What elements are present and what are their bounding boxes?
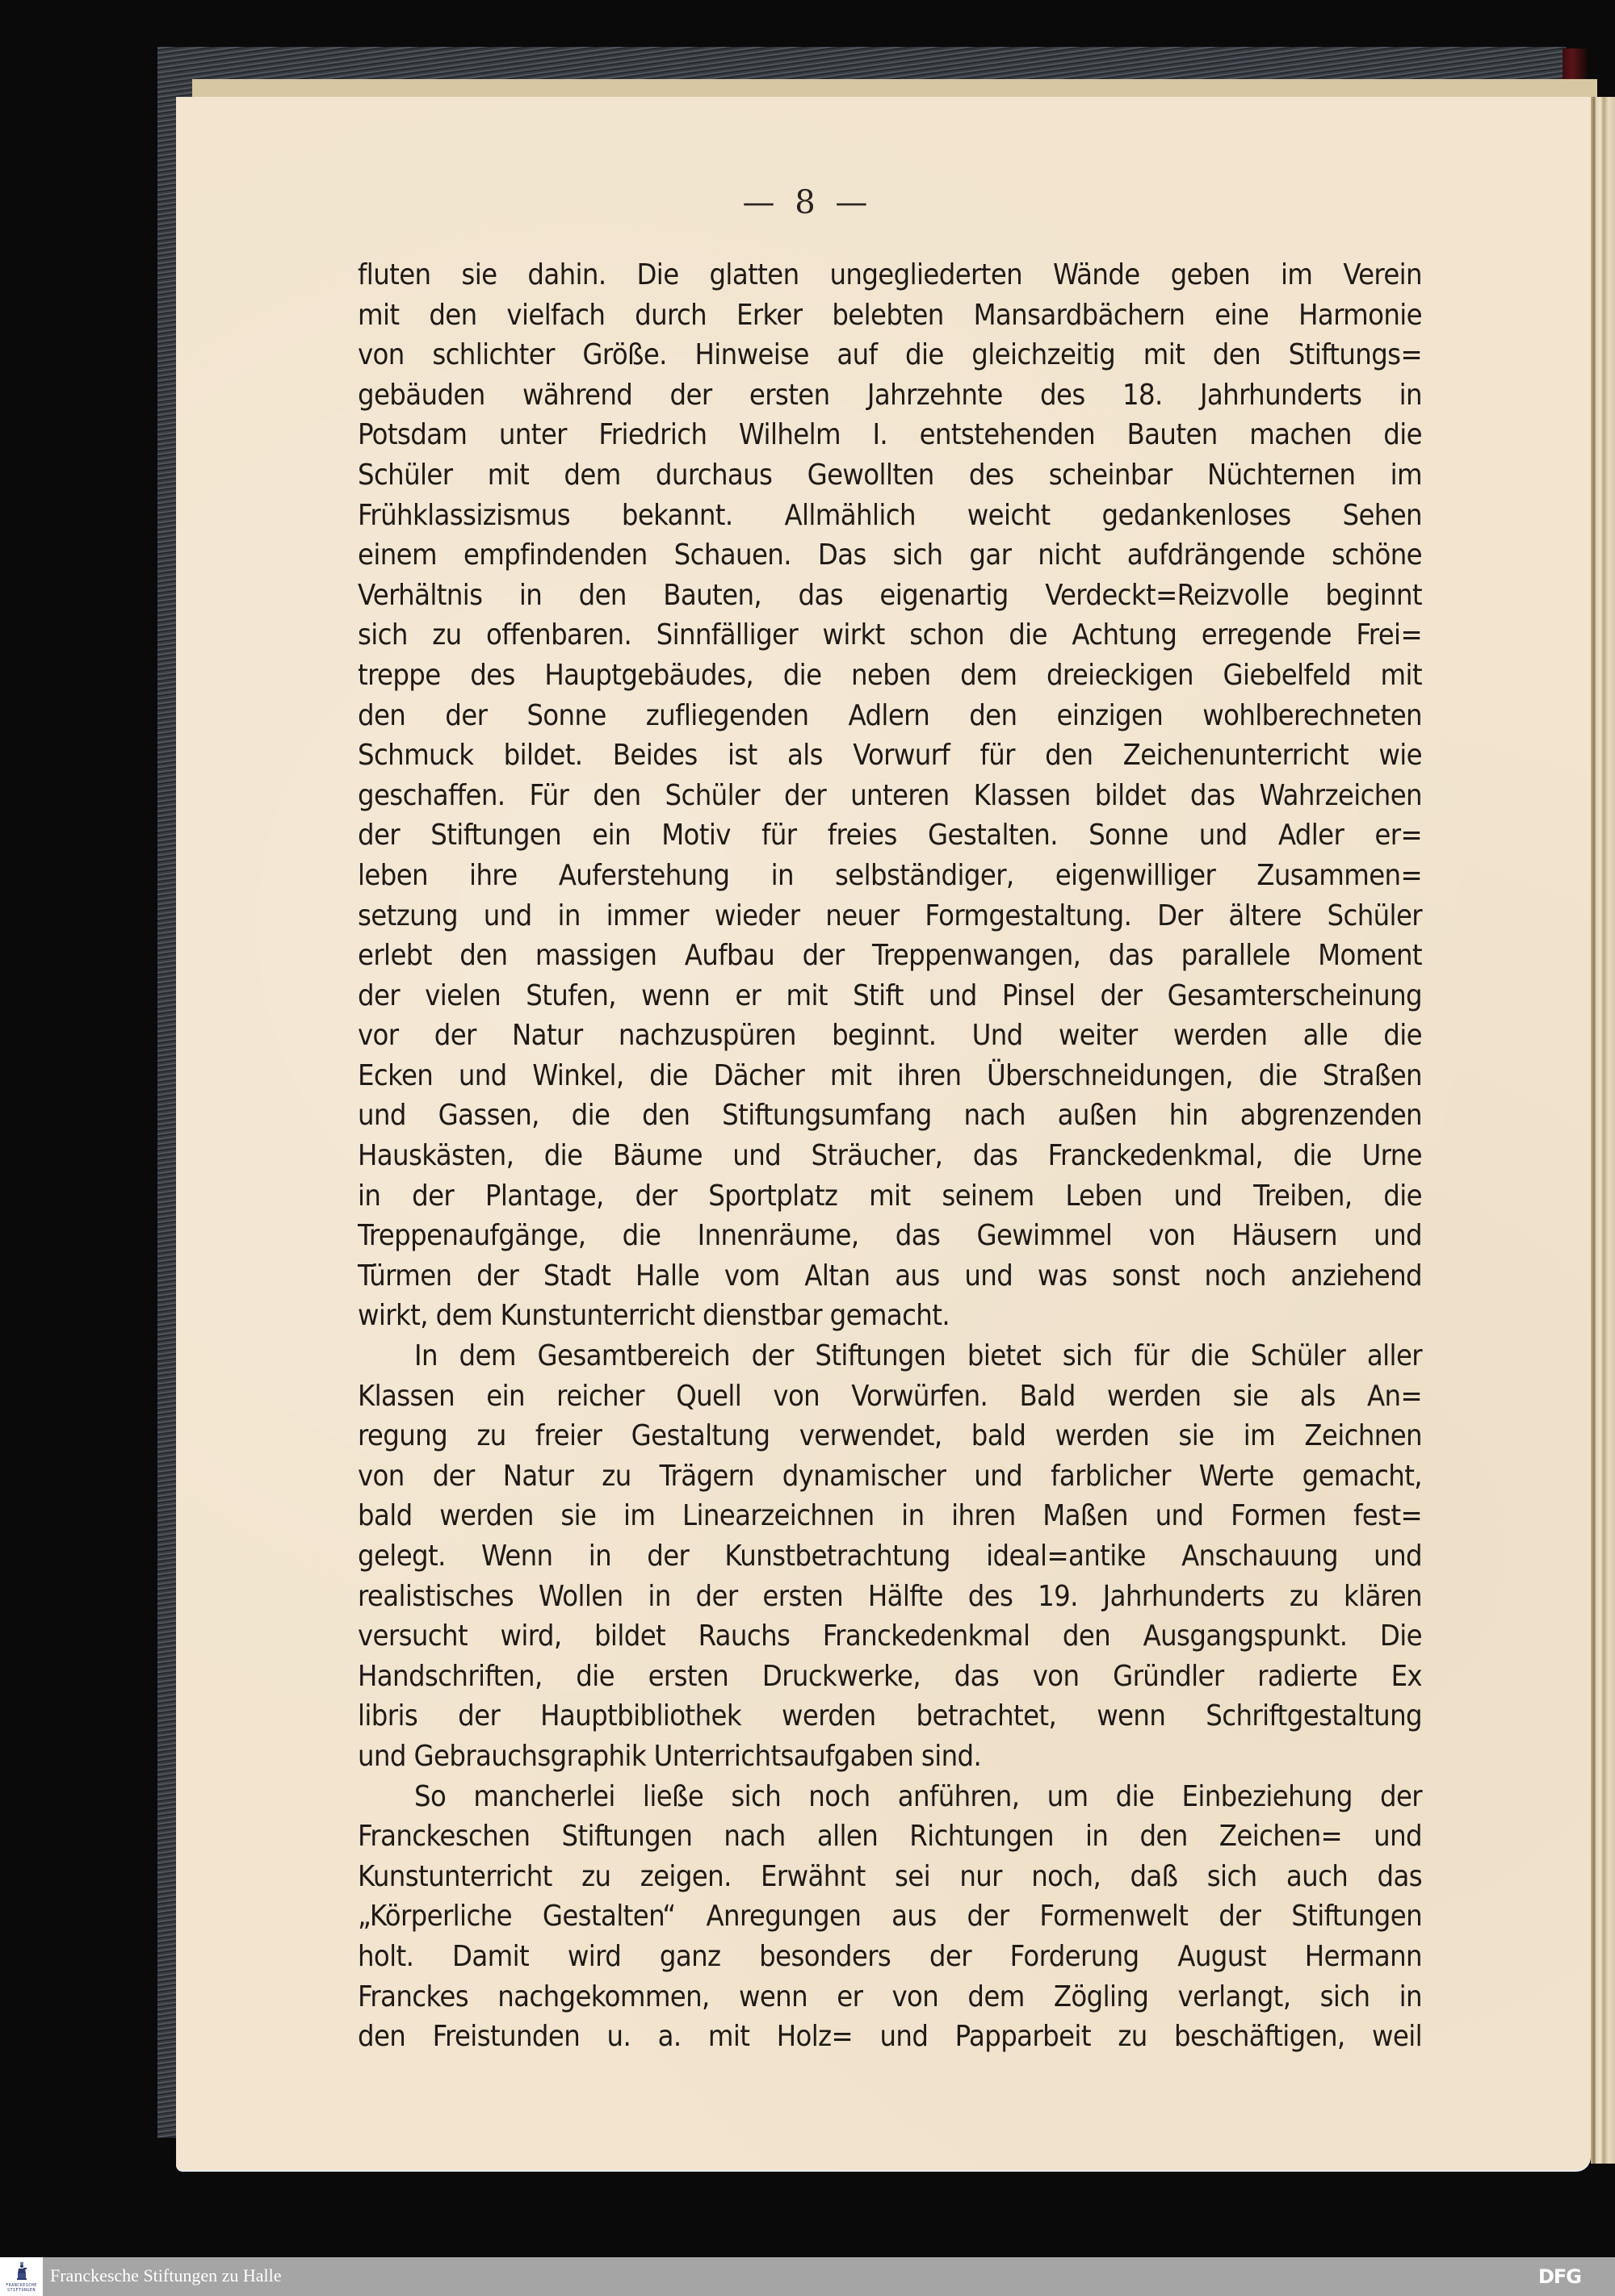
text-line: einem empfindenden Schauen. Das sich gar nicht aufdrängende schöne — [358, 538, 1422, 572]
text-line: in der Plantage, der Sportplatz mit seinem Leben und Treiben, die — [358, 1179, 1422, 1213]
text-line: Klassen ein reicher Quell von Vorwürfen. Bald werden sie als An= — [358, 1379, 1422, 1413]
text-line: setzung und in immer wieder neuer Formgestaltung. Der ältere Schüler — [358, 899, 1422, 932]
dfg-logo[interactable]: DFG — [1537, 2265, 1581, 2288]
text-line: leben ihre Auferstehung in selbständiger, eigenwilliger Zusammen= — [358, 858, 1422, 892]
institution-logo[interactable] — [0, 2257, 43, 2296]
text-line: geschaffen. Für den Schüler der unteren Klassen bildet das Wahrzeichen — [358, 778, 1422, 812]
text-line: gebäuden während der ersten Jahrzehnte des 18. Jahrhunderts in — [358, 378, 1422, 412]
text-line: Schüler mit dem durchaus Gewollten des scheinbar Nüchternen im — [358, 458, 1422, 492]
text-line: sich zu offenbaren. Sinnfälliger wirkt schon die Achtung erregende Frei= — [358, 618, 1422, 652]
text-line: von der Natur zu Trägern dynamischer und farblicher Werte gemacht, — [358, 1459, 1422, 1493]
text-line: gelegt. Wenn in der Kunstbetrachtung ideal=antike Anschauung und — [358, 1540, 1422, 1573]
stacked-page-edges — [1591, 97, 1615, 2164]
page-number: — 8 — — [742, 184, 873, 221]
text-line: Ecken und Winkel, die Dächer mit ihren Überschneidungen, die Straßen — [358, 1058, 1422, 1092]
text-line: Frühklassizismus bekannt. Allmählich weicht gedankenloses Sehen — [358, 498, 1422, 532]
text-line: So mancherlei ließe sich noch anführen, um die Einbeziehung der — [414, 1779, 1422, 1813]
text-line: bald werden sie im Linearzeichnen in ihren Maßen und Formen fest= — [358, 1499, 1422, 1533]
text-line: Kunstunterricht zu zeigen. Erwähnt sei nur noch, daß sich auch das — [358, 1859, 1422, 1893]
text-line: Potsdam unter Friedrich Wilhelm I. entstehenden Bauten machen die — [358, 418, 1422, 452]
text-line: Türmen der Stadt Halle vom Altan aus und was sonst noch anziehend — [358, 1259, 1422, 1293]
text-line: Hauskästen, die Bäume und Sträucher, das Franckedenkmal, die Urne — [358, 1139, 1422, 1173]
statue-logo-icon — [15, 2262, 28, 2280]
text-line: realistisches Wollen in der ersten Hälfte des 19. Jahrhunderts zu klären — [358, 1579, 1422, 1613]
text-line: In dem Gesamtbereich der Stiftungen bietet sich für die Schüler aller — [414, 1339, 1422, 1373]
text-line: mit den vielfach durch Erker belebten Mansardbächern eine Harmonie — [358, 298, 1422, 332]
text-line: Franckes nachgekommen, wenn er von dem Zögling verlangt, sich in — [358, 1980, 1422, 2013]
text-line: vor der Natur nachzuspüren beginnt. Und weiter werden alle die — [358, 1019, 1422, 1053]
institution-name-link[interactable]: Franckesche Stiftungen zu Halle — [50, 2265, 282, 2286]
text-line: treppe des Hauptgebäudes, die neben dem dreieckigen Giebelfeld mit — [358, 658, 1422, 692]
viewer-footer-bar — [0, 2257, 1615, 2296]
text-line: holt. Damit wird ganz besonders der Forderung August Hermann — [358, 1939, 1422, 1973]
text-line: Handschriften, die ersten Druckwerke, das von Gründler radierte Ex — [358, 1659, 1422, 1693]
text-line: der Stiftungen ein Motiv für freies Gestalten. Sonne und Adler er= — [358, 819, 1422, 853]
text-line: der vielen Stufen, wenn er mit Stift und Pinsel der Gesamterscheinung — [358, 978, 1422, 1012]
text-line: den der Sonne zufliegenden Adlern den einzigen wohlberechneten — [358, 698, 1422, 732]
logo-caption — [0, 2283, 43, 2293]
text-line: libris der Hauptbibliothek werden betrachtet, wenn Schriftgestaltung — [358, 1699, 1422, 1733]
text-line: von schlichter Größe. Hinweise auf die gleichzeitig mit den Stiftungs= — [358, 338, 1422, 372]
text-line: Schmuck bildet. Beides ist als Vorwurf für den Zeichenunterricht wie — [358, 739, 1422, 773]
text-line: und Gassen, die den Stiftungsumfang nach außen hin abgrenzenden — [358, 1099, 1422, 1133]
logo-caption-line2: STIFTUNGEN — [6, 2288, 36, 2293]
logo-caption-line1: FRANCKESCHE — [6, 2283, 37, 2288]
text-line: Verhältnis in den Bauten, das eigenartig Verdeckt=Reizvolle beginnt — [358, 578, 1422, 612]
text-line: regung zu freier Gestaltung verwendet, bald werden sie im Zeichnen — [358, 1419, 1422, 1453]
text-line: wirkt, dem Kunstunterricht dienstbar gemacht. — [358, 1299, 950, 1333]
body-text — [358, 255, 1422, 2057]
text-line: Franckeschen Stiftungen nach allen Richtungen in den Zeichen= und — [358, 1820, 1422, 1854]
text-line: Treppenaufgänge, die Innenräume, das Gewimmel von Häusern und — [358, 1219, 1422, 1253]
text-line: den Freistunden u. a. mit Holz= und Papparbeit zu beschäftigen, weil — [358, 2020, 1422, 2054]
text-line: versucht wird, bildet Rauchs Franckedenkmal den Ausgangspunkt. Die — [358, 1619, 1422, 1653]
text-line: und Gebrauchsgraphik Unterrichtsaufgaben sind. — [358, 1739, 982, 1773]
text-line: fluten sie dahin. Die glatten ungegliederten Wände geben im Verein — [358, 258, 1422, 291]
text-line: „Körperliche Gestalten“ Anregungen aus der Formenwelt der Stiftungen — [358, 1900, 1422, 1934]
text-line: erlebt den massigen Aufbau der Treppenwangen, das parallele Moment — [358, 939, 1422, 973]
